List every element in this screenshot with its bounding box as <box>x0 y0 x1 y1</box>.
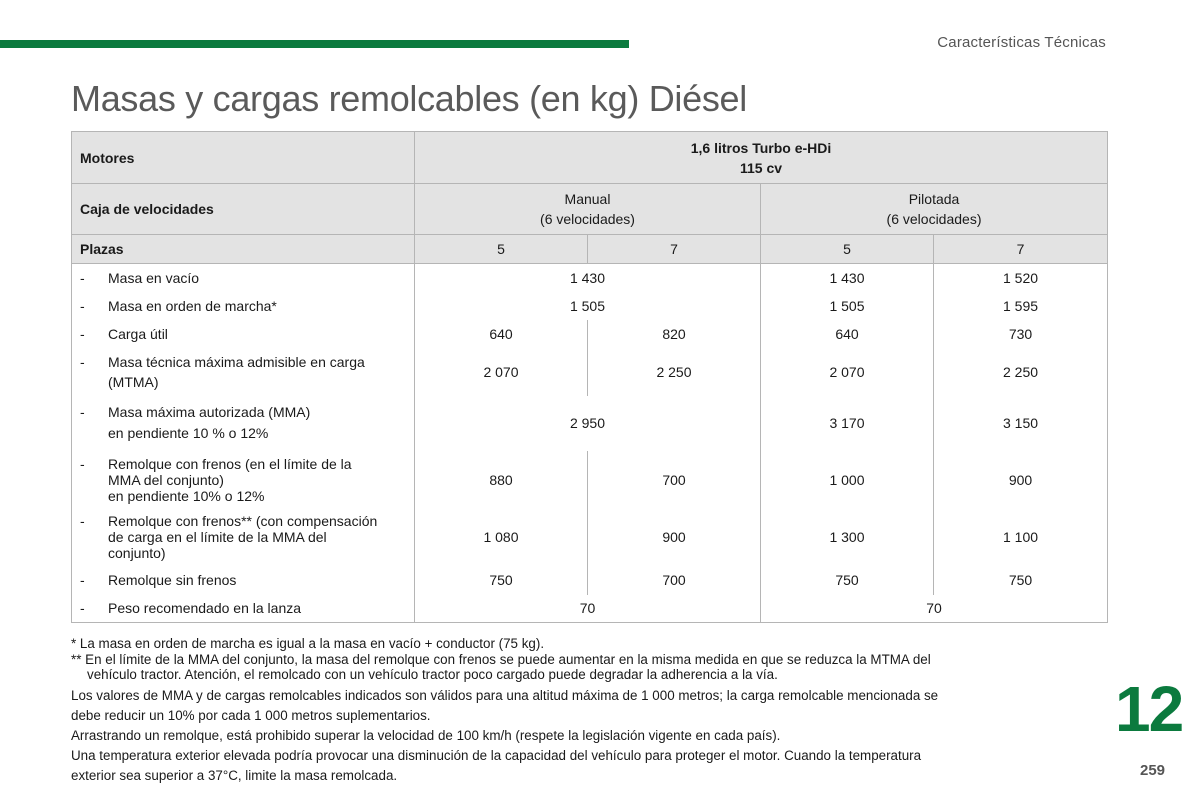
table-row <box>72 264 1108 292</box>
row-dash: - <box>80 353 85 370</box>
table-row <box>72 348 1108 396</box>
table-row <box>72 595 1108 623</box>
value-cell: 1 430 <box>415 264 761 292</box>
row-dash: - <box>80 269 85 286</box>
row-label: Peso recomendado en la lanza <box>108 600 302 617</box>
value-cell: 1 430 <box>761 264 934 292</box>
plazas-cell: 7 <box>588 235 761 264</box>
row-label: Remolque con frenos** (con compensación <box>108 512 378 529</box>
plazas-cell: 5 <box>415 235 588 264</box>
row-label: en pendiente 10% o 12% <box>108 487 265 504</box>
value-cell: 820 <box>588 320 761 348</box>
value-cell: 730 <box>934 320 1108 348</box>
row-label: Masa técnica máxima admisible en carga <box>108 353 365 370</box>
chapter-number: 12 <box>1115 673 1183 745</box>
table-row <box>72 451 1108 509</box>
value-cell: 3 170 <box>761 396 934 451</box>
row-dash: - <box>80 297 85 314</box>
note-paragraph: Una temperatura exterior elevada podría provocar una disminución de la capacidad del vehículo para proteger el motor. Cuando la temperatura <box>71 747 922 763</box>
table-row <box>72 292 1108 320</box>
caja-pilotada-detail: (6 velocidades) <box>886 211 982 227</box>
value-cell: 70 <box>415 595 761 623</box>
value-cell: 880 <box>415 451 588 509</box>
row-label: de carga en el límite de la MMA del <box>108 528 327 545</box>
note-paragraph: exterior sea superior a 37°C, limite la masa remolcada. <box>71 767 398 783</box>
value-cell: 640 <box>761 320 934 348</box>
row-label: en pendiente 10 % o 12% <box>108 425 269 441</box>
plazas-cell: 5 <box>761 235 934 264</box>
value-cell: 2 250 <box>934 348 1108 396</box>
value-cell: 2 070 <box>415 348 588 396</box>
table-row <box>72 396 1108 451</box>
row-label: Masa máxima autorizada (MMA) <box>108 404 311 420</box>
row-label: Remolque con frenos (en el límite de la <box>108 455 352 472</box>
value-cell: 1 595 <box>934 292 1108 320</box>
footnote-1: * La masa en orden de marcha es igual a la masa en vacío + conductor (75 kg). <box>71 636 545 651</box>
table-row <box>72 565 1108 595</box>
motores-label: Motores <box>72 132 415 184</box>
notes <box>71 636 1111 786</box>
value-cell: 900 <box>588 509 761 565</box>
header-accent-bar <box>0 40 629 48</box>
plazas-cell: 7 <box>934 235 1108 264</box>
motor-cell <box>415 132 1108 184</box>
caja-pilotada-name: Pilotada <box>908 191 960 207</box>
value-cell: 750 <box>415 565 588 595</box>
value-cell: 2 070 <box>761 348 934 396</box>
footnote-2-continued: vehículo tractor. Atención, el remolcado con un vehículo tractor poco cargado puede degradar la adherencia a la vía. <box>87 667 778 682</box>
row-dash: - <box>80 600 85 617</box>
value-cell: 1 505 <box>761 292 934 320</box>
caja-row <box>72 184 1108 235</box>
caja-pilotada <box>761 184 1108 235</box>
row-dash: - <box>80 325 85 342</box>
value-cell: 1 520 <box>934 264 1108 292</box>
value-cell: 2 250 <box>588 348 761 396</box>
caja-label: Caja de velocidades <box>72 184 415 235</box>
row-label: conjunto) <box>108 544 166 561</box>
value-cell: 1 300 <box>761 509 934 565</box>
value-cell: 700 <box>588 451 761 509</box>
row-label: Remolque sin frenos <box>108 571 237 588</box>
table-row <box>72 320 1108 348</box>
footnote-2: ** En el límite de la MMA del conjunto, la masa del remolque con frenos se puede aumentar en la misma medida en que se reduzca la MTMA del <box>71 651 931 667</box>
value-cell: 700 <box>588 565 761 595</box>
value-cell: 3 150 <box>934 396 1108 451</box>
motor-name: 1,6 litros Turbo e-HDi <box>690 139 832 156</box>
plazas-row <box>72 235 1108 264</box>
specs-table <box>71 131 1108 623</box>
row-label: MMA del conjunto) <box>108 471 224 488</box>
row-label: Carga útil <box>108 325 168 342</box>
table-row <box>72 509 1108 565</box>
page-title: Masas y cargas remolcables (en kg) Diésel <box>71 78 747 119</box>
value-cell: 70 <box>761 595 1108 623</box>
row-dash: - <box>80 512 85 529</box>
row-dash: - <box>80 455 85 472</box>
row-dash: - <box>80 571 85 588</box>
value-cell: 750 <box>761 565 934 595</box>
value-cell: 1 080 <box>415 509 588 565</box>
caja-manual <box>415 184 761 235</box>
value-cell: 900 <box>934 451 1108 509</box>
note-paragraph: debe reducir un 10% por cada 1 000 metros suplementarios. <box>71 707 431 723</box>
row-label: Masa en orden de marcha* <box>108 297 277 314</box>
value-cell: 1 505 <box>415 292 761 320</box>
value-cell: 1 100 <box>934 509 1108 565</box>
motor-power: 115 cv <box>739 159 783 176</box>
section-title: Características Técnicas <box>937 34 1106 51</box>
value-cell: 1 000 <box>761 451 934 509</box>
caja-manual-name: Manual <box>564 191 611 207</box>
motores-row <box>72 132 1108 184</box>
value-cell: 750 <box>934 565 1108 595</box>
page-number: 259 <box>1140 762 1166 779</box>
row-dash: - <box>80 404 85 420</box>
value-cell: 640 <box>415 320 588 348</box>
value-cell: 2 950 <box>415 396 761 451</box>
note-paragraph: Arrastrando un remolque, está prohibido superar la velocidad de 100 km/h (respete la legislación vigente en cada país). <box>71 727 781 743</box>
caja-manual-detail: (6 velocidades) <box>540 211 635 227</box>
plazas-label: Plazas <box>72 235 415 264</box>
row-label: (MTMA) <box>108 373 159 390</box>
note-paragraph: Los valores de MMA y de cargas remolcables indicados son válidos para una altitud máxima de 1 000 metros; la carga remolcable mencionada se <box>71 687 939 703</box>
row-label: Masa en vacío <box>108 269 200 286</box>
